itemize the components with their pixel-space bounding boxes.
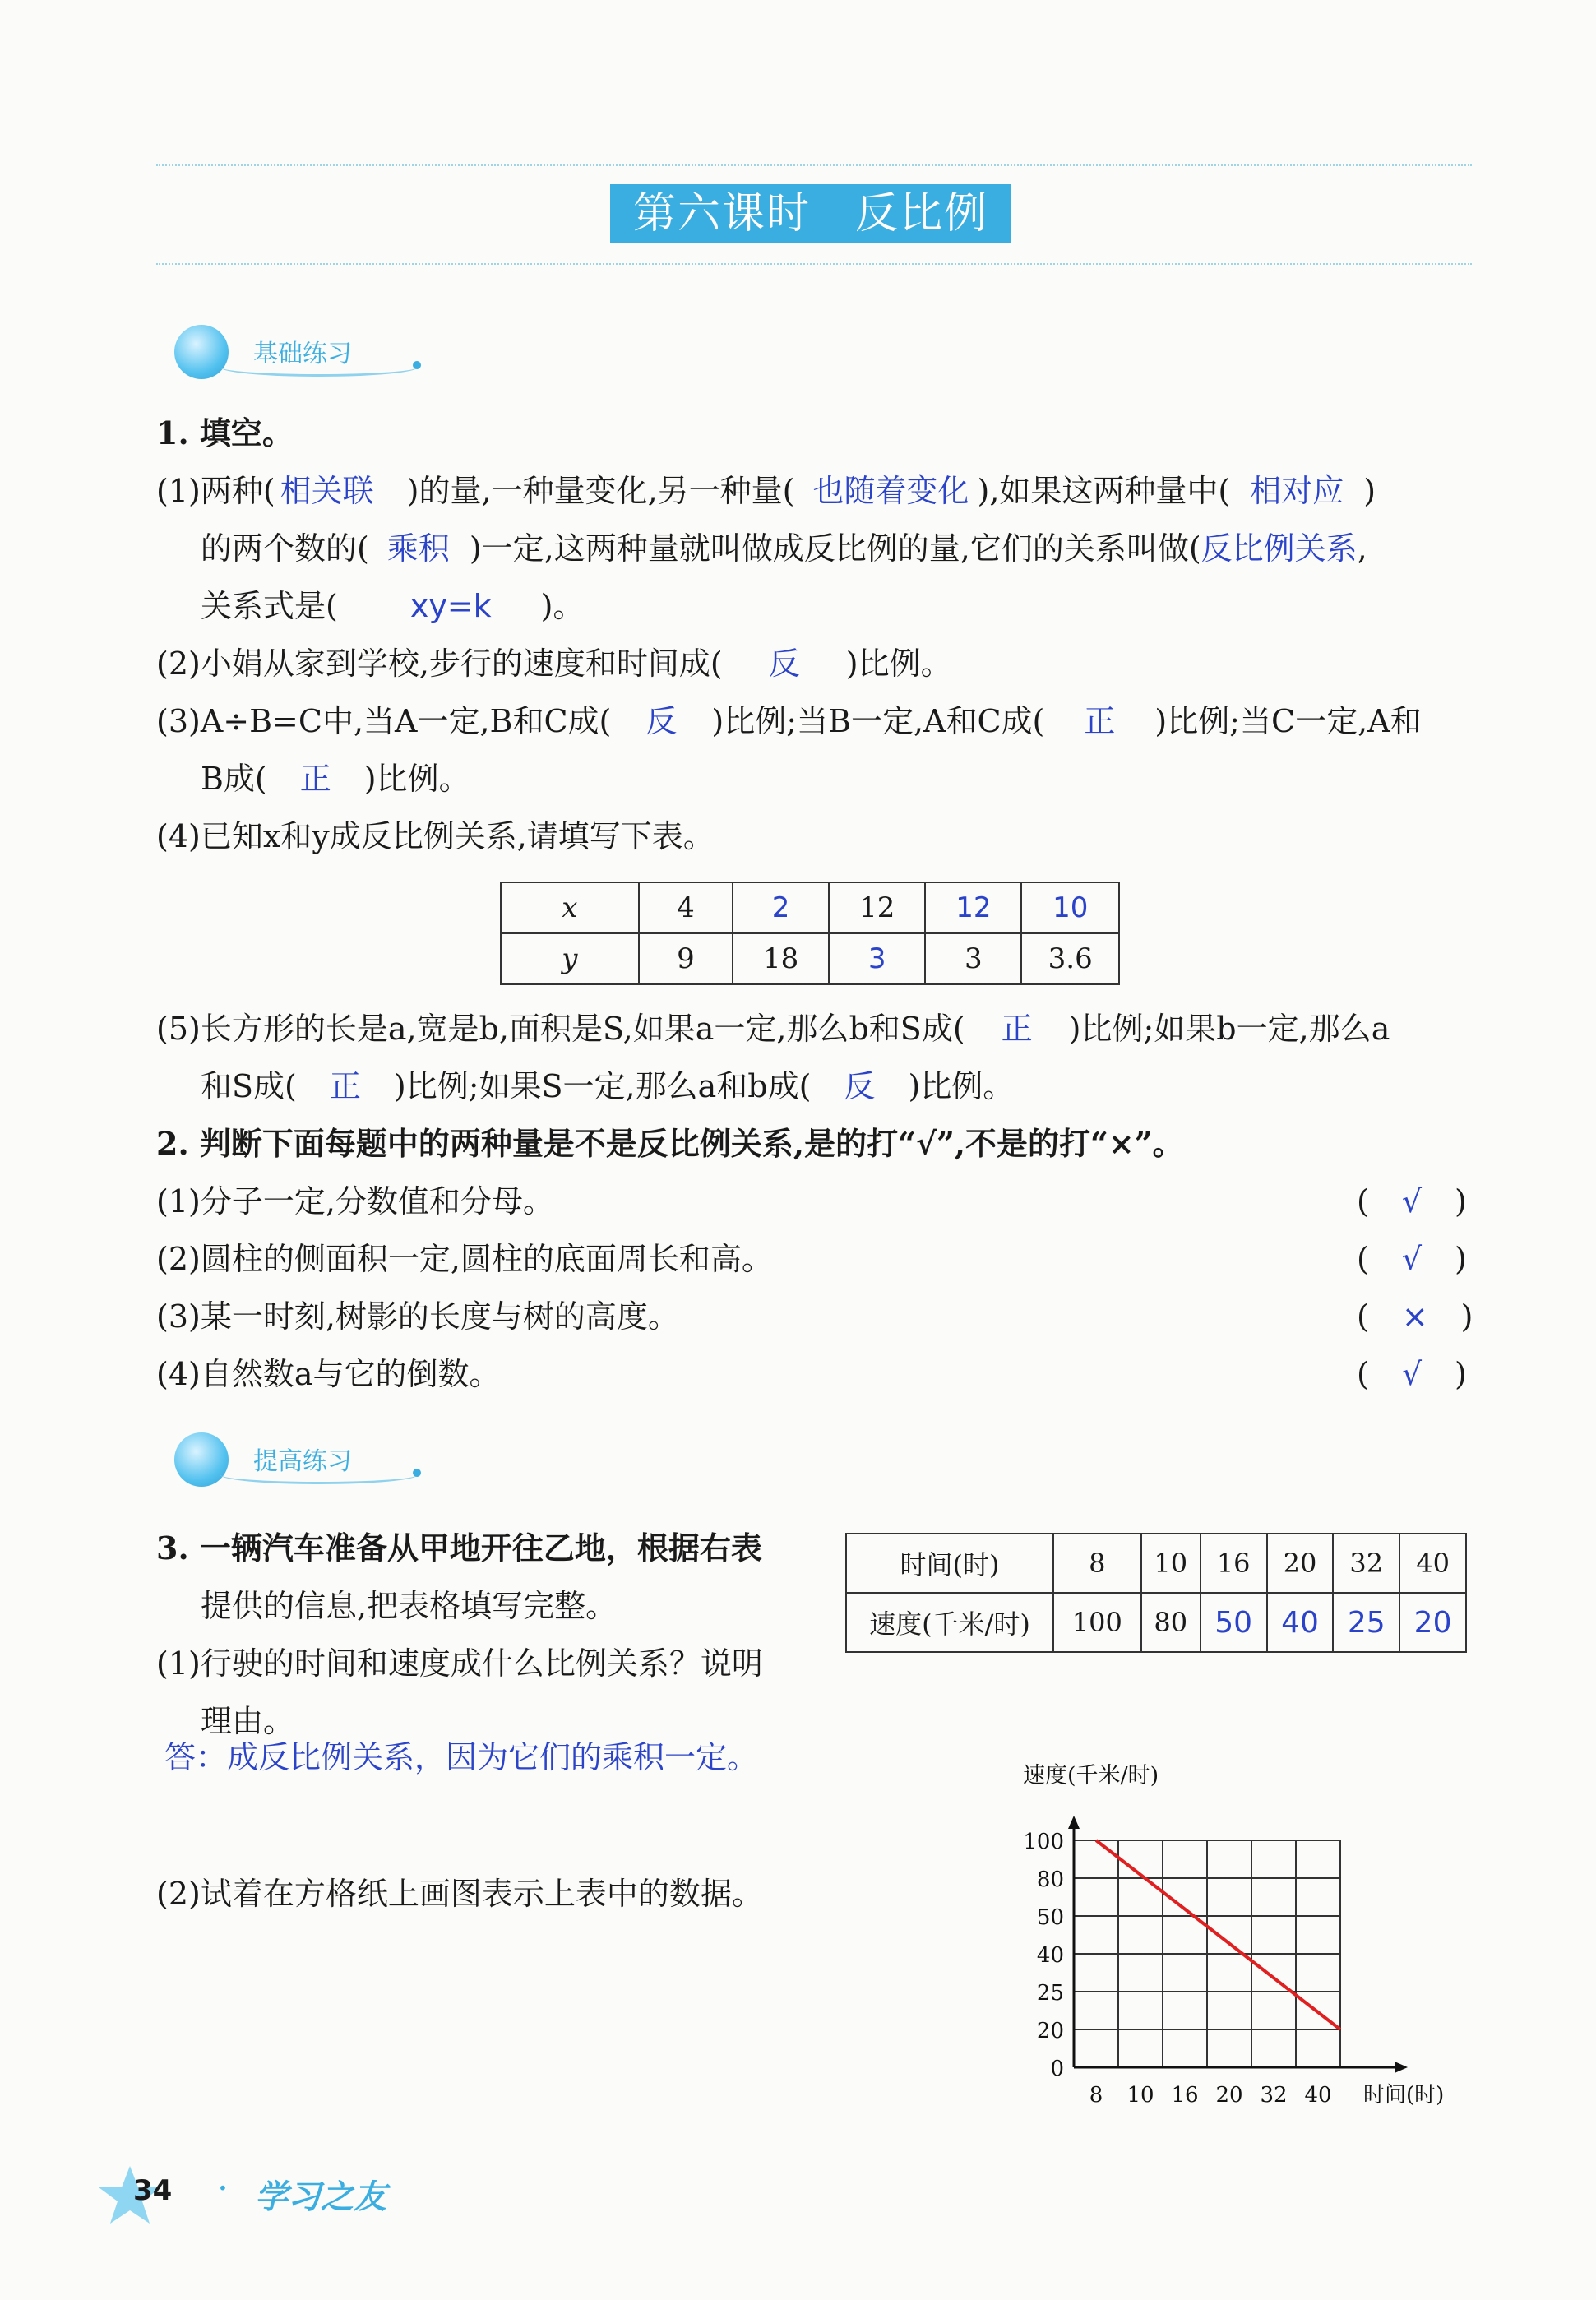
q2-judge: ( √ ) <box>1357 1356 1467 1392</box>
x-tick-label: 8 <box>1089 2083 1103 2108</box>
title-divider <box>156 263 1472 265</box>
answer: 正 <box>299 761 331 797</box>
globe-icon <box>174 1432 229 1487</box>
x-axis-arrow <box>1395 2062 1408 2073</box>
y-axis-arrow <box>1068 1816 1080 1829</box>
table-cell: 10 <box>1141 1534 1200 1593</box>
section-label: 基础练习 <box>253 340 352 368</box>
q1-p3-line1: (3)A÷B=C中,当A一定,B和C成( 反 )比例;当B一定,A和C成( 正 )比例;当C一定,A和 <box>156 703 1422 739</box>
table-row <box>846 1534 1466 1593</box>
table-cell: 100 <box>1053 1593 1141 1652</box>
table-row <box>501 933 1119 984</box>
answer: √ <box>1401 1183 1423 1219</box>
answer: 相对应 <box>1250 473 1344 509</box>
q2-item: (3)某一时刻,树影的长度与树的高度。 <box>156 1298 679 1335</box>
q3-sub1a: (1)行驶的时间和速度成什么比例关系？说明 <box>156 1645 763 1682</box>
speed-table <box>845 1533 1467 1653</box>
table-cell: 16 <box>1200 1534 1267 1593</box>
answer: √ <box>1401 1356 1423 1392</box>
section-badge-advanced <box>174 1432 437 1490</box>
q2-item: (2)圆柱的侧面积一定,圆柱的底面周长和高。 <box>156 1241 773 1277</box>
table-cell-answer: 10 <box>1021 882 1119 933</box>
x-tick-label: 40 <box>1304 2083 1332 2108</box>
q2-title: 2. 判断下面每题中的两种量是不是反比例关系,是的打“√”,不是的打“×”。 <box>156 1125 1184 1162</box>
table-cell-answer: 50 <box>1200 1593 1267 1652</box>
table-cell: 40 <box>1399 1534 1466 1593</box>
answer: 正 <box>1084 703 1116 739</box>
footer-dot: · <box>217 2168 229 2210</box>
table-header: y <box>501 933 639 984</box>
x-tick-label: 32 <box>1260 2083 1288 2108</box>
brand-logo: 学习之友 <box>255 2178 386 2216</box>
table-header: 速度(千米/时) <box>846 1593 1053 1652</box>
section-badge-basic <box>174 325 437 382</box>
y-tick-label: 25 <box>1036 1981 1064 2006</box>
dot-decoration <box>413 1469 421 1477</box>
y-tick-label: 20 <box>1036 2019 1064 2043</box>
y-tick-label: 0 <box>1050 2057 1064 2081</box>
answer: 也随着变化 <box>812 473 969 509</box>
page-title: 第六课时 反比例 <box>610 184 1011 243</box>
table-cell-answer: 12 <box>925 882 1021 933</box>
table-cell: 12 <box>829 882 925 933</box>
table-cell: 3 <box>925 933 1021 984</box>
table-cell-answer: 20 <box>1399 1593 1466 1652</box>
y-tick-label: 100 <box>1023 1830 1064 1854</box>
x-tick-label: 20 <box>1215 2083 1243 2108</box>
table-cell: 80 <box>1141 1593 1200 1652</box>
q1-title: 1. 填空。 <box>156 414 294 451</box>
y-tick-label: 80 <box>1036 1867 1064 1892</box>
y-tick-label: 40 <box>1036 1943 1064 1968</box>
answer: 反 <box>645 703 678 739</box>
globe-icon <box>174 325 229 379</box>
table-row <box>501 882 1119 933</box>
speed-time-chart <box>970 1752 1480 2130</box>
q1-p3-line2: B成( 正 )比例。 <box>201 761 470 797</box>
answer: 正 <box>1001 1011 1033 1047</box>
q3-answer: 答：成反比例关系，因为它们的乘积一定。 <box>164 1739 759 1775</box>
q3-sub2: (2)试着在方格纸上画图表示上表中的数据。 <box>156 1876 763 1912</box>
table-cell: 32 <box>1333 1534 1399 1593</box>
q3-line1: 3. 一辆汽车准备从甲地开往乙地，根据右表 <box>156 1529 762 1566</box>
q1-p5-line1: (5)长方形的长是a,宽是b,面积是S,如果a一定,那么b和S成( 正 )比例;如果b一定,那么a <box>156 1011 1390 1047</box>
answer: 乘积 <box>386 530 450 567</box>
q1-p1-line2: 的两个数的( 乘积 )一定,这两种量就叫做成反比例的量,它们的关系叫做(反比例关系, <box>201 530 1367 567</box>
series-line <box>1096 1840 1340 2029</box>
q1-p5-line2: 和S成( 正 )比例;如果S一定,那么a和b成( 反 )比例。 <box>201 1068 1015 1104</box>
q1-p4: (4)已知x和y成反比例关系,请填写下表。 <box>156 818 715 854</box>
table-row <box>846 1593 1466 1652</box>
answer: 反 <box>768 646 800 682</box>
answer: √ <box>1401 1241 1423 1277</box>
answer: 反 <box>844 1068 876 1104</box>
q2-item: (4)自然数a与它的倒数。 <box>156 1356 501 1392</box>
x-axis-label: 时间(时) <box>1363 2083 1445 2108</box>
xy-table <box>500 882 1120 985</box>
table-cell: 18 <box>733 933 829 984</box>
table-cell-answer: 25 <box>1333 1593 1399 1652</box>
q2-judge: ( √ ) <box>1357 1183 1467 1219</box>
table-cell: 8 <box>1053 1534 1141 1593</box>
table-header: x <box>501 882 639 933</box>
table-header: 时间(时) <box>846 1534 1053 1593</box>
top-divider <box>156 164 1472 166</box>
x-tick-label: 10 <box>1126 2083 1154 2108</box>
q2-judge: ( √ ) <box>1357 1241 1467 1277</box>
table-cell: 20 <box>1267 1534 1334 1593</box>
table-cell: 4 <box>639 882 733 933</box>
q2-item: (1)分子一定,分数值和分母。 <box>156 1183 554 1219</box>
table-cell-answer: 3 <box>829 933 925 984</box>
q1-p1-line3: 关系式是( xy=k )。 <box>201 588 585 624</box>
q1-p2: (2)小娟从家到学校,步行的速度和时间成( 反 )比例。 <box>156 646 952 682</box>
section-label: 提高练习 <box>253 1447 352 1476</box>
q3-sub1b: 理由。 <box>201 1703 295 1739</box>
answer: × <box>1401 1298 1428 1335</box>
answer: 相关联 <box>280 473 374 509</box>
page-number: 34 <box>133 2174 173 2207</box>
y-tick-label: 50 <box>1036 1905 1064 1930</box>
q3-line2: 提供的信息,把表格填写完整。 <box>201 1588 618 1624</box>
answer: xy=k <box>409 588 492 624</box>
q1-p1-line1: (1)两种( 相关联 )的量,一种量变化,另一种量( 也随着变化 ),如果这两种量中( 相对应 ) <box>156 473 1376 509</box>
answer: 正 <box>329 1068 361 1104</box>
x-tick-label: 16 <box>1171 2083 1199 2108</box>
table-cell: 9 <box>639 933 733 984</box>
dot-decoration <box>413 361 421 369</box>
q2-judge: ( × ) <box>1357 1298 1473 1335</box>
table-cell-answer: 40 <box>1267 1593 1334 1652</box>
y-axis-label: 速度(千米/时) <box>1023 1763 1159 1789</box>
table-cell: 3.6 <box>1021 933 1119 984</box>
answer: 反比例关系 <box>1200 530 1358 567</box>
table-cell-answer: 2 <box>733 882 829 933</box>
